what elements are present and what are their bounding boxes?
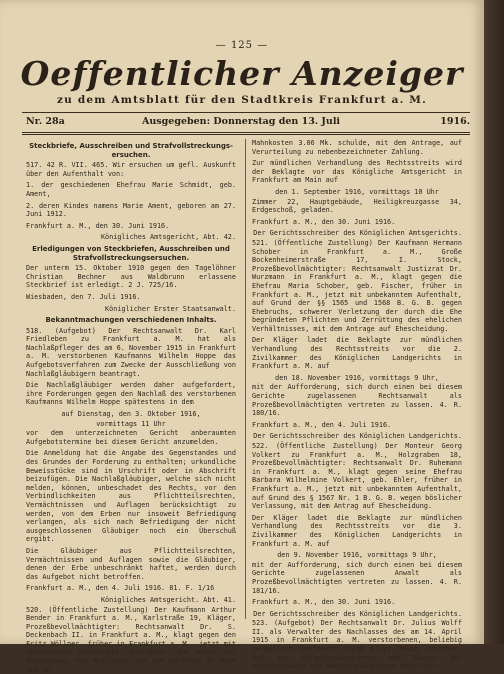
left-paragraph-head-1: Steckbriefe, Ausschreiben und Strafvollstreckungs-ersuchen. <box>26 142 236 159</box>
right-paragraph-right-6: Der Gerichtsschreiber des Königlichen Amtsgerichts. <box>252 229 462 238</box>
left-paragraph-p-8: Der unterm 15. Oktober 1910 gegen den Tagelöhner Christian Bechner aus Waldbrunn erlassene Steckbrief ist erledigt. 2 J. 725/16. <box>26 264 236 290</box>
book-edge <box>484 0 504 644</box>
masthead-rule-double <box>22 134 470 135</box>
right-paragraph-p-5: Frankfurt a. M., den 30. Juni 1916. <box>252 218 462 227</box>
left-paragraph-p-9: Wiesbaden, den 7. Juli 1916. <box>26 293 236 302</box>
right-paragraph-center-3: den 1. September 1916, vormittags 10 Uhr <box>252 188 462 197</box>
left-paragraph-p-13: Die Nachlaßgläubiger werden daher aufgefordert, ihre Forderungen gegen den Nachlaß des verstorbenen Kaufmanns Wilhelm Hoppe spätestens in dem <box>26 381 236 407</box>
left-paragraph-head-7: Erledigungen von Steckbriefen, Ausschreiben und Strafvollstreckungsersuchen. <box>26 245 236 262</box>
right-column <box>252 139 462 619</box>
left-paragraph-right-20: Königliches Amtsgericht. Abt. 41. <box>26 596 236 605</box>
right-paragraph-center-9: den 18. November 1916, vormittags 9 Uhr, <box>252 374 462 383</box>
left-paragraph-p-3: 1. der geschiedenen Ehefrau Marie Schmidt, geb. Ament, <box>26 181 236 198</box>
page-number: — 125 — <box>0 40 484 51</box>
left-paragraph-p-16: vor dem unterzeichneten Gericht anberaumten Aufgebotstermine bei diesem Gericht anzumelden. <box>26 429 236 446</box>
left-paragraph-p-2: 517. 42 R. VII. 465. Wir ersuchen um gefl. Auskunft über den Aufenthalt von: <box>26 161 236 178</box>
right-paragraph-p-14: Der Kläger ladet die Beklagte zur mündlichen Verhandlung des Rechtsstreits vor die 3. Zivilkammer des Königlichen Landgerichts in Frankfurt a. M. auf <box>252 514 462 548</box>
issue-year: 1916. <box>440 116 470 127</box>
right-paragraph-p-7: 521. (Öffentliche Zustellung) Der Kaufmann Hermann Schober in Frankfurt a. M., Große Bockenheimerstraße 17, I. Stock, Prozeßbevollmächtigter: Rechtsanwalt Justizrat Dr. Wurzmann in Frankfurt a. M., klagt gegen die Ehefrau Maria Schober, geb. Fischer, früher in Frankfurt a. M., jetzt mit unbekanntem Aufenthalt, auf Grund der §§ 1565 und 1568 B. G. B. gegen Ehebruchs, schwerer Verletzung der durch die Ehe begründeten Pflichten und Zerrüttung des ehelichen Verhältnisses, mit dem Antrage auf Ehescheidung. <box>252 239 462 334</box>
left-paragraph-right-10: Königlicher Erster Staatsanwalt. <box>26 305 236 314</box>
masthead-subtitle: zu dem Amtsblatt für den Stadtkreis Frankfurt a. M. <box>0 94 484 106</box>
left-paragraph-p-19: Frankfurt a. M., den 4. Juli 1916. 81. F. 1/16 <box>26 584 236 593</box>
right-paragraph-p-8: Der Kläger ladet die Beklagte zur mündlichen Verhandlung des Rechtsstreits vor die 2. Zivilkammer des Königlichen Landgerichts in Frankfurt a. M. auf <box>252 336 462 370</box>
right-paragraph-p-2: Zur mündlichen Verhandlung des Rechtsstreits wird der Beklagte vor das Königliche Amtsgericht in Frankfurt am Main auf <box>252 159 462 185</box>
right-paragraph-p-16: mit der Aufforderung, sich durch einen bei diesem Gerichte zugelassenen Anwalt als Prozeßbevollmächtigten vertreten zu lassen. 4. R. 181/16. <box>252 561 462 595</box>
right-paragraph-right-12: Der Gerichtsschreiber des Königlichen Landgerichts. <box>252 432 462 441</box>
column-divider <box>245 139 246 619</box>
left-paragraph-head-11: Bekanntmachungen verschiedenen Inhalts. <box>26 316 236 325</box>
left-paragraph-p-17: Die Anmeldung hat die Angabe des Gegenstandes und des Grundes der Forderung zu enthalten; urkundliche Beweisstücke sind in Urschrift oder in Abschrift beizufügen. Die Nachlaßgläubiger, welche sich nicht melden, können, unbeschadet des Rechts, vor den Verbindlichkeiten aus Pflichtteilsrechten, Vermächtnissen und Auflagen berücksichtigt zu werden, von dem Erben nur insoweit Befriedigung verlangen, als sich nach Befriedigung der nicht ausgeschlossenen Gläubiger noch ein Überschuß ergibt. <box>26 449 236 544</box>
left-paragraph-p-5: Frankfurt a. M., den 30. Juni 1916. <box>26 222 236 231</box>
left-paragraph-right-6: Königliches Amtsgericht, Abt. 42. <box>26 233 236 242</box>
issue-line <box>22 116 470 130</box>
right-paragraph-p-17: Frankfurt a. M., den 30. Juni 1916. <box>252 598 462 607</box>
right-paragraph-p-10: mit der Aufforderung, sich durch einen bei diesem Gerichte zugelassenen Rechtsanwalt als Prozeßbevollmächtigten vertreten zu lassen. 4. R. 180/16. <box>252 383 462 417</box>
left-paragraph-p-12: 518. (Aufgebot) Der Rechtsanwalt Dr. Karl Friedleben zu Frankfurt a. M. hat als Nachlaßpfleger des am 6. November 1915 in Frankfurt a. M. verstorbenen Kaufmanns Wilhelm Hoppe das Aufgebotsverfahren zum Zwecke der Ausschließung von Nachlaßgläubigern beantragt. <box>26 327 236 379</box>
right-paragraph-p-4: Zimmer 22, Hauptgebäude, Heiligkreuzgasse 34, Erdgeschoß, geladen. <box>252 198 462 215</box>
issue-number: Nr. 28a <box>26 116 65 127</box>
right-paragraph-p-19: 523. (Aufgebot) Der Rechtsanwalt Dr. Julius Wolff II. als Verwalter des Nachlasses des am 14. April 1915 in Frankfurt a. M. verstorbenen, beliebig vermutlich Kaufmanns Jacob Aloys Jakob Johannes, hat das Aufgebotsverfahren zum Zwecke der Ausschließung von Nachlaßgläubigern beantragt. <box>252 619 462 671</box>
right-paragraph-center-15: den 9. November 1916, vormittags 9 Uhr, <box>252 551 462 560</box>
right-paragraph-p-1: Mahnkosten 3.06 Mk. schulde, mit dem Antrage, auf Verurteilung zu nebenbezeichneter Zahlung. <box>252 139 462 156</box>
left-paragraph-p-21: 520. (Öffentliche Zustellung) Der Kaufmann Arthur Bender in Frankfurt a. M., Karlstraße 19, Kläger, Prozeßbevollmächtigter: Rechtsanwalt Dr. S. Deckenbach II. in Frankfurt a. M., klagt gegen den Fritz Wöllner, früher in Frankfurt a. M., jetzt mit unbekanntem Aufenthalt, Beklagter, auf Grund der Behauptung, daß Beklagter ihm ein Darlehen 45 Mark und an <box>26 606 236 674</box>
masthead-title: Oeffentlicher Anzeiger <box>0 54 484 93</box>
left-paragraph-center-15: vormittags 11 Uhr <box>26 420 236 429</box>
right-paragraph-right-18: Der Gerichtsschreiber des Königlichen Landgerichts. <box>252 610 462 619</box>
right-paragraph-p-11: Frankfurt a. M., den 4. Juli 1916. <box>252 421 462 430</box>
right-paragraph-p-13: 522. (Öffentliche Zustellung) Der Monteur Georg Volkert zu Frankfurt a. M., Holzgraben 18, Prozeßbevollmächtigter: Rechtsanwalt Dr. Ruhemann in Frankfurt a. M., klagt gegen seine Ehefrau Barbara Wilhelmine Volkert, geb. Ehler, früher in Frankfurt a. M., jetzt mit unbekanntem Aufenthalt, auf Grund des § 1567 Nr. 1 B. G. B. wegen böslicher Verlassung, mit dem Antrag auf Ehescheidung. <box>252 442 462 511</box>
issue-date: Ausgegeben: Donnerstag den 13. Juli <box>142 116 340 127</box>
left-column <box>26 139 236 619</box>
masthead-rule-top <box>22 112 470 113</box>
masthead-rule-bottom <box>22 132 470 133</box>
left-paragraph-center-14: auf Dienstag, den 3. Oktober 1916, <box>26 410 236 419</box>
left-paragraph-p-18: Die Gläubiger aus Pflichtteilsrechten, Vermächtnissen und Auflagen sowie die Gläubiger, denen der Erbe unbeschränkt haftet, werden durch das Aufgebot nicht betroffen. <box>26 547 236 581</box>
left-paragraph-p-4: 2. deren Kindes namens Marie Ament, geboren am 27. Juni 1912. <box>26 202 236 219</box>
